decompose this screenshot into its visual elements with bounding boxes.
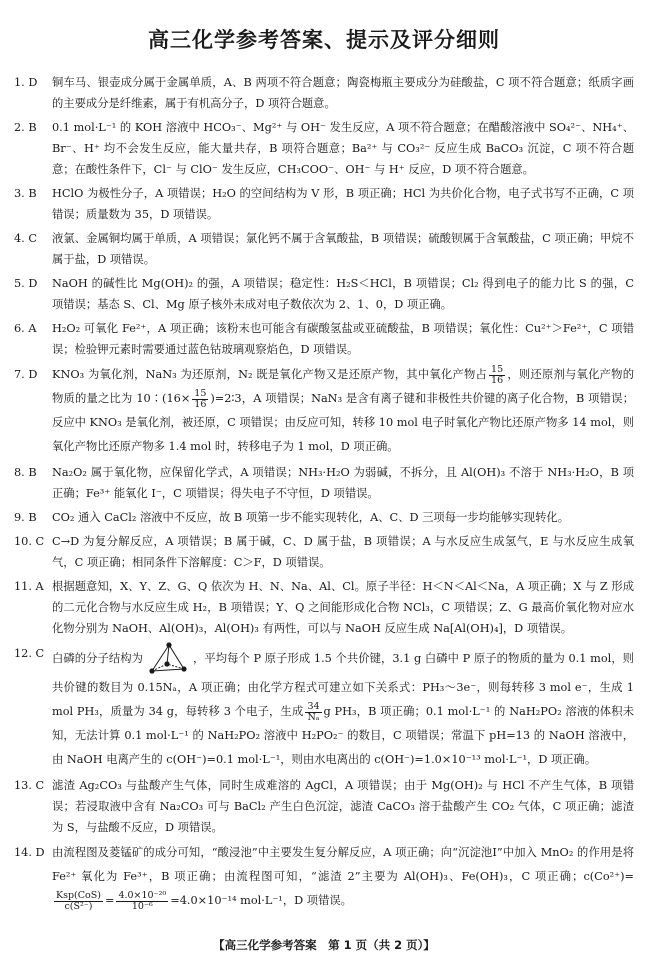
page-footer: 【高三化学参考答案 第 1 页（共 2 页）】	[213, 938, 435, 952]
answer-item	[14, 117, 634, 180]
page-title: 高三化学参考答案、提示及评分细则	[148, 28, 500, 52]
answer-number: 5. D	[14, 277, 38, 290]
answer-text: Na₂O₂ 属于氧化物，应保留化学式，A 项错误；NH₃·H₂O 为弱碱，不拆分，且 Al(OH)₃ 不溶于 NH₃·H₂O，B 项正确；Fe³⁺ 能氧化 I⁻，C 项错误；得失电子不守恒，D 项错误。	[52, 466, 634, 500]
answer-text: 根据题意知，X、Y、Z、G、Q 依次为 H、N、Na、Al、Cl。原子半径：H＜N＜Al＜Na，A 项正确；X 与 Z 形成的二元化合物与水反应生成 H₂，B 项错误；Y、Q 之间能形成化合物 NCl₃，C 项错误；Z、G 最高价氧化物对应水化物分别为 NaOH、Al(OH)₃，Al(OH)₃ 有两性，可以与 NaOH 反应生成 Na[Al(OH)₄]，D 项错误。	[52, 580, 634, 635]
answer-text	[52, 363, 634, 459]
answer-number: 3. B	[14, 187, 37, 200]
fraction-numerator: 15	[194, 387, 207, 399]
answer-item	[14, 531, 634, 573]
answer-number: 11. A	[14, 580, 44, 593]
answer-number: 12. C	[14, 647, 45, 660]
answer-number: 10. C	[14, 535, 45, 548]
fraction-numerator: 15	[491, 363, 504, 375]
answer-item	[14, 273, 634, 315]
answer-item	[14, 363, 634, 459]
answer-text: NaOH 的碱性比 Mg(OH)₂ 的强，A 项错误；稳定性：H₂S＜HCl，B 项错误；Cl₂ 得到电子的能力比 S 的强，C 项错误；基态 S、Cl、Mg 原子核外未成对电子数依次为 2、1、0，D 项正确。	[52, 277, 634, 311]
fraction-denominator: 16	[491, 374, 504, 386]
fraction-denominator: 16	[194, 398, 207, 410]
answer-item	[14, 318, 634, 360]
fraction	[192, 389, 208, 410]
answer-text-part: ，平均每个 P 原子形成 1.5 个共价键，3.1 g 白磷中 P 原子的物质的量为 0.1 mol，则共价键的数目为 0.15Nₐ，A 项正确；由化学方程式可建立如下关系式：PH₃～3e⁻，则每转移 3 mol e⁻，生成 1 mol PH₃，质量为 34 g，每转移 3 个电子，生成	[52, 652, 634, 718]
answer-text-part: ，则还原剂与氧化产物的物质的量之比为 10∶	[52, 368, 634, 405]
answer-text-part: =	[104, 894, 115, 907]
answer-item	[14, 642, 634, 772]
answer-text-part: 白磷的分子结构为	[52, 652, 143, 665]
answer-item	[14, 228, 634, 270]
answer-item	[14, 576, 634, 639]
fraction-numerator: Ksp(CoS)	[56, 889, 101, 901]
fraction	[489, 365, 505, 386]
answer-text: C→D 为复分解反应，A 项错误；B 属于碱，C、D 属于盐，B 项错误；A 与水反应生成氢气，E 与水反应生成氧气，C 项正确；相同条件下溶解度：C＞F，D 项错误。	[52, 535, 634, 569]
answer-item	[14, 462, 634, 504]
answer-text: H₂O₂ 可氧化 Fe²⁺，A 项正确；该粉末也可能含有碳酸氢盐或亚硫酸盐，B 项错误；氧化性：Cu²⁺＞Fe²⁺，C 项错误；检验钾元素时需要通过蓝色钴玻璃观察焰色，D 项错误。	[52, 322, 634, 356]
answer-text: 铜车马、银壶成分属于金属单质，A、B 两项不符合题意；陶瓷梅瓶主要成分为硅酸盐，C 项不符合题意；纸质字画的主要成分是纤维素，属于有机高分子，D 项符合题意。	[52, 76, 634, 110]
answer-text-part: g PH₃，B 项正确；0.1 mol·L⁻¹ 的 NaH₂PO₂ 溶液的体积未知，无法计算 0.1 mol·L⁻¹ 的 NaH₂PO₂ 溶液中 H₂PO₂⁻ 的数目，C 项错误；常温下 pH=13 的 NaOH 溶液中，由 NaOH 电离产生的 c(OH⁻)=0.1 mol·L⁻¹，则由水电离出的 c(OH⁻)=1.0×10⁻¹³ mol·L⁻¹，D 项正确。	[52, 705, 634, 766]
answer-number: 2. B	[14, 121, 37, 134]
fraction-denominator: 10⁻⁶	[131, 900, 153, 912]
answer-number: 13. C	[14, 779, 45, 792]
answer-number: 8. B	[14, 466, 37, 479]
answer-number: 6. A	[14, 322, 37, 335]
fraction-numerator: 34	[307, 700, 320, 712]
answer-number: 14. D	[14, 846, 45, 859]
answer-text: 滤渣 Ag₂CO₃ 与盐酸产生气体，同时生成难溶的 AgCl，A 项错误；由于 Mg(OH)₂ 与 HCl 不产生气体，B 项错误；若浸取液中含有 Na₂CO₃ 可与 BaCl₂ 产生白色沉淀，滤渣 CaCO₃ 溶于盐酸产生 CO₂ 气体，C 项正确；滤渣为 S，与盐酸不反应，D 项错误。	[52, 779, 634, 834]
answer-text: 液氯、金属铜均属于单质，A 项错误；氯化钙不属于含氧酸盐，B 项错误；硫酸钡属于含氧酸盐，C 项正确；甲烷不属于盐，D 项错误。	[52, 232, 634, 266]
answer-item	[14, 841, 634, 913]
white-phosphorus-molecule-diagram	[147, 642, 189, 676]
answer-number: 4. C	[14, 232, 38, 245]
answer-list	[14, 72, 634, 913]
answer-text	[52, 841, 634, 913]
answer-text: 0.1 mol·L⁻¹ 的 KOH 溶液中 HCO₃⁻、Mg²⁺ 与 OH⁻ 发生反应，A 项不符合题意；在醋酸溶液中 SO₄²⁻、NH₄⁺、Br⁻、H⁺ 均不会发生反应，能大量共存，B 项符合题意；Ba²⁺ 与 CO₃²⁻ 反应生成 BaCO₃ 沉淀，C 项不符合题意；在酸性条件下，Cl⁻ 与 ClO⁻ 发生反应，CH₃COO⁻、OH⁻ 与 H⁺ 反应，D 项不符合题意。	[52, 121, 634, 176]
fraction-numerator: 4.0×10⁻²⁰	[118, 889, 167, 901]
fraction	[54, 891, 103, 912]
answer-item	[14, 72, 634, 114]
answer-text-part: )=2∶3，A 项错误；NaN₃ 是含有离子键和非极性共价键的离子化合物，B 项错误；反应中 KNO₃ 是氧化剂，被还原，C 项错误；由反应可知，转移 10 mol 电子时氧化产物比还原产物多 14 mol，则氧化产物比还原产物多 1.4 mol 时，转移电子为 1 mol，D 项正确。	[52, 392, 634, 453]
answer-number: 7. D	[14, 368, 38, 381]
answer-text: HClO 为极性分子，A 项错误；H₂O 的空间结构为 V 形，B 项正确；HCl 为共价化合物，电子式书写不正确，C 项错误；质量数为 35，D 项错误。	[52, 187, 634, 221]
answer-item	[14, 775, 634, 838]
answer-text-part: (16×	[162, 392, 191, 405]
answer-text-part: 由流程图及菱锰矿的成分可知，“酸浸池”中主要发生复分解反应，A 项正确；向“沉淀池Ⅰ”中加入 MnO₂ 的作用是将 Fe²⁺ 氧化为 Fe³⁺，B 项正确；由流程图可知，“滤渣 2”主要为 Al(OH)₃、Fe(OH)₃，C 项正确；c(Co²⁺)=	[52, 846, 634, 883]
fraction-denominator: c(S²⁻)	[64, 900, 93, 912]
fraction-denominator: Nₐ	[307, 711, 320, 723]
answer-item	[14, 507, 634, 528]
answer-text-part: KNO₃ 为氧化剂，NaN₃ 为还原剂，N₂ 既是氧化产物又是还原产物，其中氧化产物占	[52, 368, 488, 381]
answer-text	[52, 642, 634, 772]
answer-text: CO₂ 通入 CaCl₂ 溶液中不反应，故 B 项第一步不能实现转化，A、C、D 三项每一步均能够实现转化。	[52, 511, 569, 524]
answer-number: 9. B	[14, 511, 37, 524]
answer-item	[14, 183, 634, 225]
fraction	[305, 702, 321, 723]
fraction	[116, 891, 168, 912]
answer-text-part: =4.0×10⁻¹⁴ mol·L⁻¹，D 项错误。	[170, 894, 352, 907]
answer-number: 1. D	[14, 76, 38, 89]
